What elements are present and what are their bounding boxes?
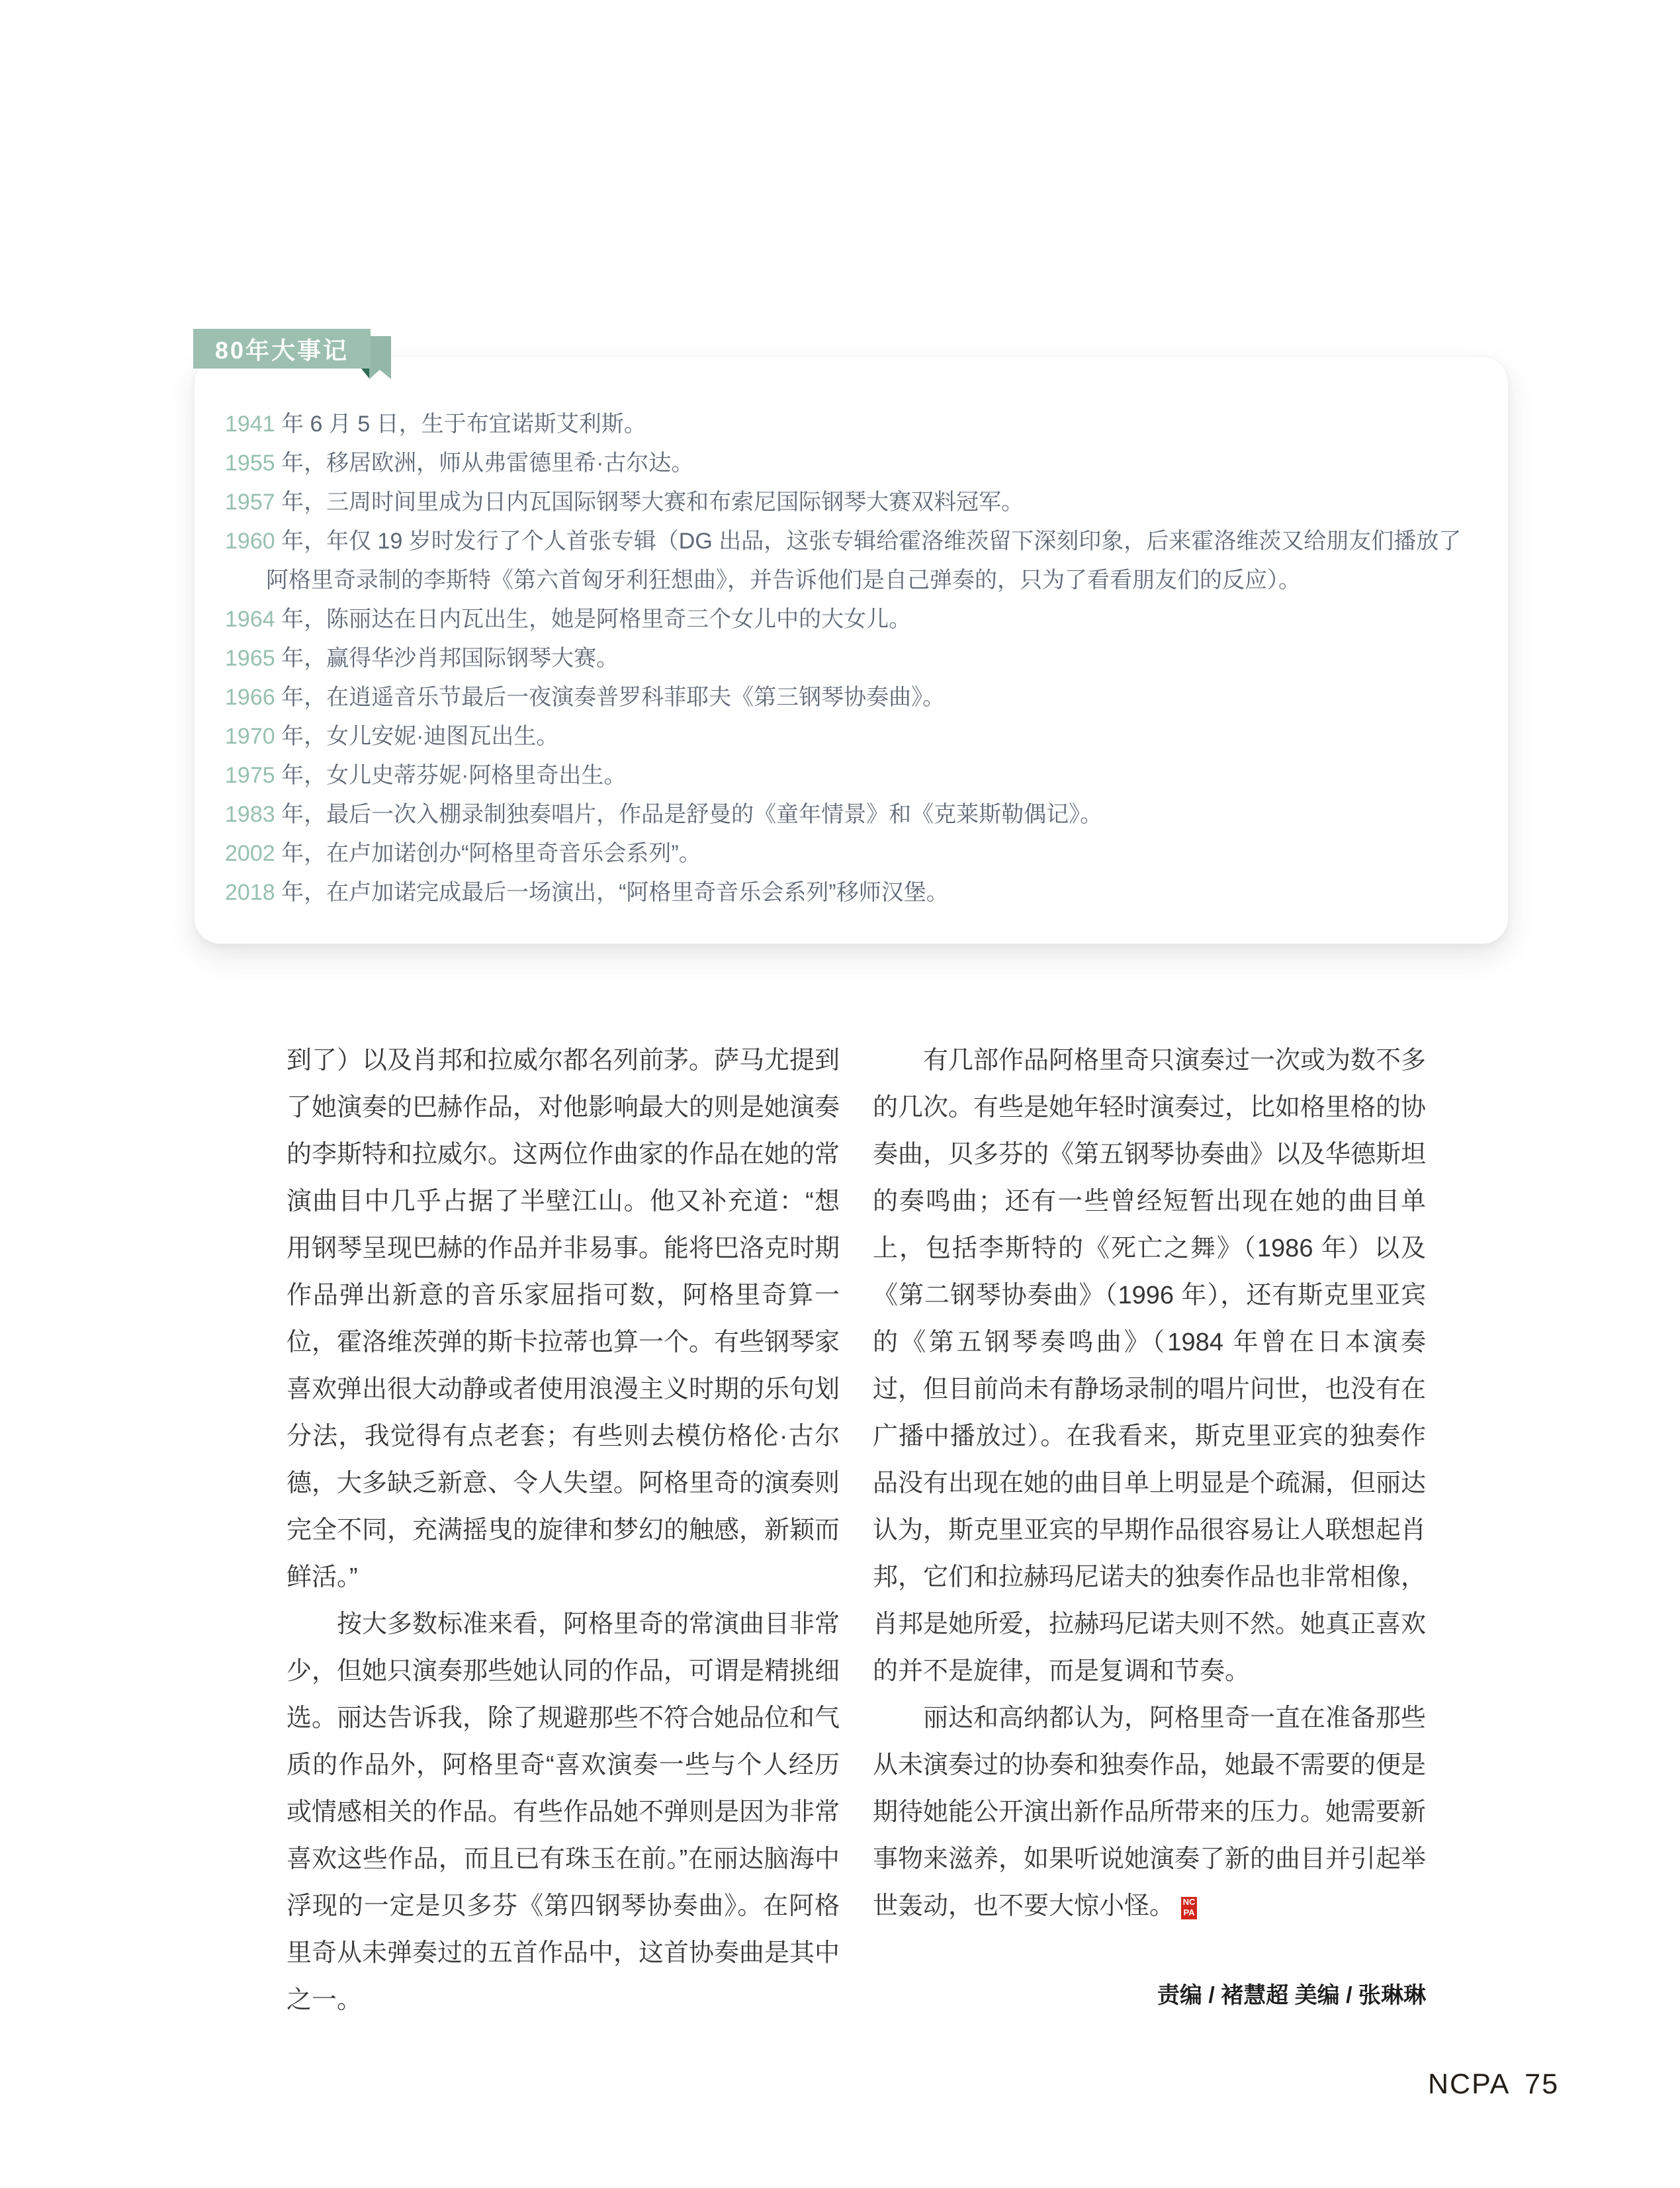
timeline-text: 年，女儿安妮·迪图瓦出生。	[275, 724, 559, 749]
article-column-left	[287, 1037, 840, 2024]
timeline-text: 年，女儿史蒂芬妮·阿格里奇出生。	[275, 763, 627, 788]
credits-line: 责编 / 褚慧超 美编 / 张琳琳	[1157, 1983, 1426, 2008]
timeline-entry	[225, 483, 1466, 522]
timeline-text: 年，最后一次入棚录制独奏唱片，作品是舒曼的《童年情景》和《克莱斯勒偶记》。	[275, 802, 1103, 827]
timeline-text: 年，在卢加诺创办“阿格里奇音乐会系列”。	[275, 841, 701, 866]
timeline-year: 1964	[225, 607, 275, 632]
seal-line1: NC	[1182, 1897, 1196, 1907]
timeline-year: 2018	[225, 880, 275, 905]
page-footer	[1428, 2068, 1559, 2101]
timeline-year: 1941	[225, 412, 275, 437]
article-body	[287, 1037, 1426, 2024]
footer-brand: NCPA	[1428, 2068, 1511, 2100]
timeline-ribbon	[193, 329, 371, 369]
timeline-year: 1960	[225, 529, 275, 554]
paragraph: 按大多数标准来看，阿格里奇的常演曲目非常少，但她只演奏那些她认同的作品，可谓是精挑细选。丽达告诉我，除了规避那些不符合她品位和气质的作品外，阿格里奇“喜欢演奏一些与个人经历或情感相关的作品。有些作品她不弹则是因为非常喜欢这些作品，而且已有珠玉在前。”在丽达脑海中浮现的一定是贝多芬《第四钢琴协奏曲》。在阿格里奇从未弹奏过的五首作品中，这首协奏曲是其中之一。	[287, 1610, 840, 2014]
timeline-entry	[225, 717, 1466, 756]
article-column-right	[873, 1037, 1426, 2024]
timeline-list	[225, 405, 1466, 912]
timeline-year: 1955	[225, 451, 275, 476]
timeline-year: 1975	[225, 763, 275, 788]
timeline-year: 1970	[225, 724, 275, 749]
timeline-entry	[225, 795, 1466, 834]
timeline-year: 1983	[225, 802, 275, 827]
paragraph-text: 丽达和高纳都认为，阿格里奇一直在准备那些从未演奏过的协奏和独奏作品，她最不需要的便是期待她能公开演出新作品所带来的压力。她需要新事物来滋养，如果听说她演奏了新的曲目并引起举世轰动，也不要大惊小怪。	[873, 1704, 1427, 1920]
timeline-text: 年，年仅 19 岁时发行了个人首张专辑（DG 出品，这张专辑给霍洛维茨留下深刻印象，后来霍洛维茨又给朋友们播放了阿格里奇录制的李斯特《第六首匈牙利狂想曲》，并告诉他们是自己弹奏的，只为了看看朋友们的反应）。	[266, 529, 1462, 593]
timeline-text: 年，移居欧洲，师从弗雷德里希·古尔达。	[275, 451, 694, 476]
timeline-entry	[225, 522, 1466, 600]
timeline-text: 年 6 月 5 日，生于布宜诺斯艾利斯。	[275, 412, 646, 437]
timeline-ribbon-label: 80年大事记	[214, 336, 349, 364]
timeline-entry	[225, 639, 1466, 678]
timeline-year: 1965	[225, 646, 275, 671]
paragraph	[873, 1695, 1426, 1930]
footer-page-number: 75	[1525, 2068, 1560, 2100]
timeline-entry	[225, 756, 1466, 795]
timeline-entry	[225, 444, 1466, 483]
timeline-text: 年，赢得华沙肖邦国际钢琴大赛。	[275, 646, 619, 671]
timeline-entry	[225, 405, 1466, 444]
timeline-text: 年，陈丽达在日内瓦出生，她是阿格里奇三个女儿中的大女儿。	[275, 607, 912, 632]
timeline-text: 年，在卢加诺完成最后一场演出，“阿格里奇音乐会系列”移师汉堡。	[275, 880, 949, 905]
seal-line2: PA	[1183, 1907, 1195, 1917]
paragraph: 有几部作品阿格里奇只演奏过一次或为数不多的几次。有些是她年轻时演奏过，比如格里格的协奏曲，贝多芬的《第五钢琴协奏曲》以及华德斯坦的奏鸣曲；还有一些曾经短暂出现在她的曲目单上，包括李斯特的《死亡之舞》（1986 年）以及《第二钢琴协奏曲》（1996 年），还有斯克里亚宾的《第五钢琴奏鸣曲》（1984 年曾在日本演奏过，但目前尚未有静场录制的唱片问世，也没有在广播中播放过）。在我看来，斯克里亚宾的独奏作品没有出现在她的曲目单上明显是个疏漏，但丽达认为，斯克里亚宾的早期作品很容易让人联想起肖邦，它们和拉赫玛尼诺夫的独奏作品也非常相像，肖邦是她所爱，拉赫玛尼诺夫则不然。她真正喜欢的并不是旋律，而是复调和节奏。	[873, 1047, 1427, 1685]
ncpa-seal-icon	[1181, 1897, 1197, 1919]
timeline-entry	[225, 873, 1466, 912]
timeline-text: 年，三周时间里成为日内瓦国际钢琴大赛和布索尼国际钢琴大赛双料冠军。	[275, 490, 1024, 515]
timeline-entry	[225, 600, 1466, 639]
paragraph: 到了）以及肖邦和拉威尔都名列前茅。萨马尤提到了她演奏的巴赫作品，对他影响最大的则是她演奏的李斯特和拉威尔。这两位作曲家的作品在她的常演曲目中几乎占据了半壁江山。他又补充道：“想用钢琴呈现巴赫的作品并非易事。能将巴洛克时期作品弹出新意的音乐家屈指可数，阿格里奇算一位，霍洛维茨弹的斯卡拉蒂也算一个。有些钢琴家喜欢弹出很大动静或者使用浪漫主义时期的乐句划分法，我觉得有点老套；有些则去模仿格伦·古尔德，大多缺乏新意、令人失望。阿格里奇的演奏则完全不同，充满摇曳的旋律和梦幻的触感，新颖而鲜活。”	[287, 1047, 840, 1591]
timeline-entry	[225, 834, 1466, 873]
timeline-year: 1966	[225, 685, 275, 710]
timeline-entry	[225, 678, 1466, 717]
timeline-text: 年，在逍遥音乐节最后一夜演奏普罗科菲耶夫《第三钢琴协奏曲》。	[275, 685, 946, 710]
timeline-year: 2002	[225, 841, 275, 866]
timeline-year: 1957	[225, 490, 275, 515]
